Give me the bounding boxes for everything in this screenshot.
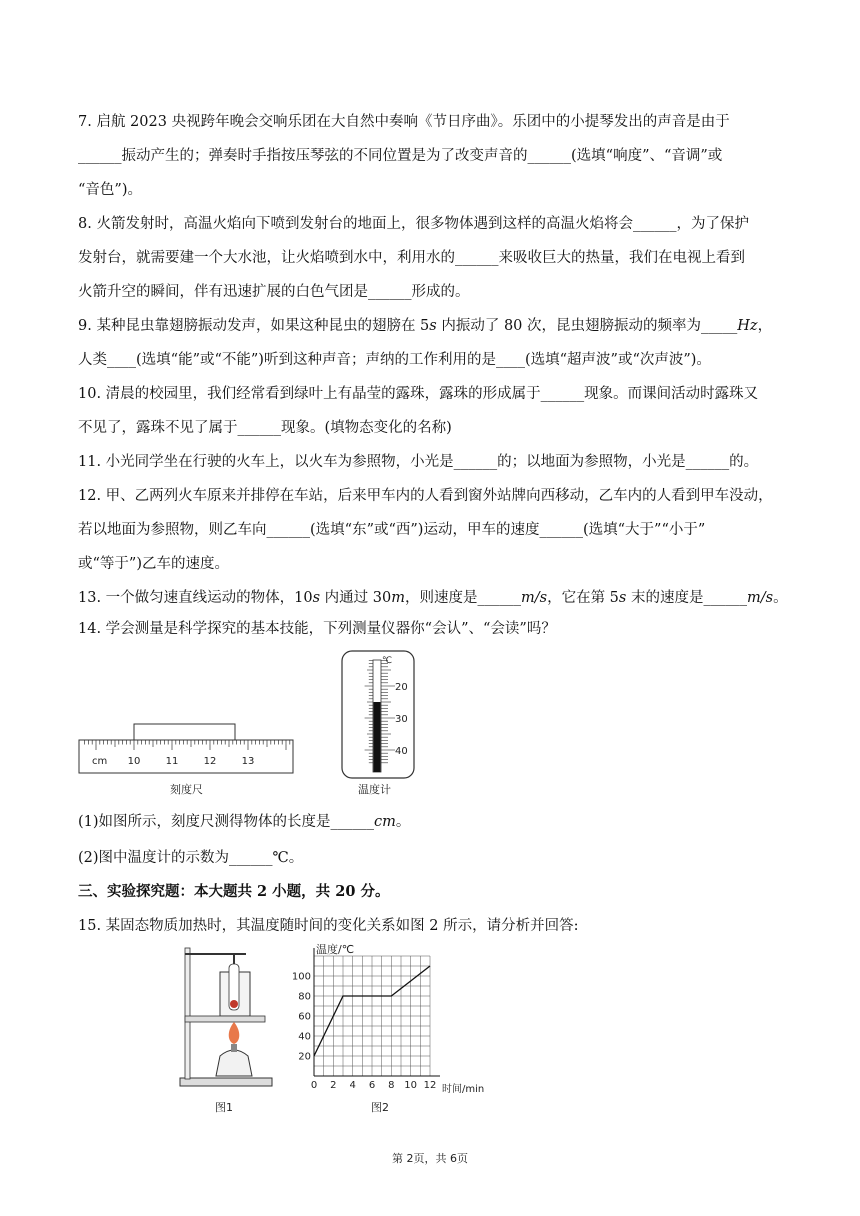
q9-unit-hz: Hz [737, 318, 758, 334]
section-3-heading: 三、实验探究题：本大题共 2 小题，共 20 分。 [78, 883, 390, 900]
q13-unit-ms1: m/s [521, 590, 548, 606]
q9-unit-s: s [429, 318, 437, 334]
chart-y-tick-label: 100 [291, 971, 311, 983]
ruler-caption: 刻度尺 [170, 783, 203, 796]
chart-y-axis-label: 温度/℃ [316, 943, 355, 956]
thermo-label-20: 20 [395, 682, 408, 693]
lamp-wick [231, 1044, 237, 1052]
temperature-time-chart [291, 940, 496, 1100]
thermometer-liquid [374, 702, 381, 772]
q13-line1 [78, 588, 798, 608]
chart-x-axis-label: 时间/min [442, 1084, 485, 1095]
stand-base [180, 1078, 272, 1086]
q13-text-2: 内通过 30 [320, 590, 392, 606]
chart-x-tick-label: 8 [388, 1080, 395, 1091]
ruler-label-10: 10 [127, 756, 141, 767]
chart-grid [314, 956, 430, 1076]
q12-line1: 12. 甲、乙两列火车原来并排停在车站，后来甲车内的人看到窗外站牌向西移动，乙车内的人看到甲车没动， [78, 488, 773, 504]
heated-substance [230, 1000, 238, 1008]
q13-unit-ms2: m/s [746, 590, 774, 606]
q13-text-6: 。 [773, 590, 788, 606]
q9-text-a: 9. 某种昆虫靠翅膀振动发声，如果这种昆虫的翅膀在 5 [78, 318, 430, 334]
ruler-body [79, 740, 293, 773]
alcohol-lamp [216, 1050, 252, 1076]
q14-sub1-unit: cm [374, 814, 396, 830]
chart-y-tick-label: 20 [298, 1051, 311, 1063]
q7-line2: ______振动产生的；弹奏时手指按压琴弦的不同位置是为了改变声音的______(选填“响度”、“音调”或 [78, 148, 723, 164]
ruler-label-13: 13 [241, 756, 255, 767]
q8-line3: 火箭升空的瞬间，伴有迅速扩展的白色气团是______形成的。 [78, 284, 470, 300]
thermometer-caption: 温度计 [358, 783, 391, 796]
chart-y-tick-label: 60 [298, 1011, 311, 1023]
q14-sub1-end: 。 [395, 814, 411, 830]
fig1-caption: 图1 [215, 1101, 233, 1114]
flame [229, 1022, 240, 1044]
q9-line1 [78, 316, 798, 336]
q14-sub2: (2)图中温度计的示数为______℃。 [78, 850, 304, 866]
ruler-unit: cm [92, 756, 108, 767]
q7-line3: “音色”)。 [78, 182, 142, 198]
chart-x-tick-label: 0 [310, 1080, 318, 1091]
ruler-label-12: 12 [203, 756, 217, 767]
q13-text-4: ，它在第 5 [547, 590, 619, 606]
q10-line1: 10. 清晨的校园里，我们经常看到绿叶上有晶莹的露珠，露珠的形成属于______现象。而课间活动时露珠又 [78, 386, 759, 402]
ruler-label-11: 11 [165, 756, 179, 767]
chart-x-tick-label: 10 [404, 1080, 418, 1091]
q12-line3: 或“等于”)乙车的速度。 [78, 556, 229, 572]
chart-x-tick-label: 6 [368, 1080, 376, 1091]
q9-line2: 人类____(选填“能”或“不能”)听到这种声音；声纳的工作利用的是____(选填“超声波”或“次声波”)。 [78, 352, 711, 368]
chart-x-tick-label: 4 [349, 1080, 356, 1091]
thermometer-figure [340, 650, 416, 780]
q9-text-b: 内振动了 80 次，昆虫翅膀振动的频率为_____ [436, 318, 738, 334]
q8-line1: 8. 火箭发射时，高温火焰向下喷到发射台的地面上，很多物体遇到这样的高温火焰将会______，为了保护 [78, 216, 749, 232]
heating-apparatus-figure [176, 944, 276, 1092]
q14-line1: 14. 学会测量是科学探究的基本技能，下列测量仪器你“会认”、“会读”吗？ [78, 621, 556, 637]
chart-y-tick-label: 40 [298, 1031, 311, 1043]
fig2-caption: 图2 [371, 1101, 389, 1114]
q14-sub1 [78, 812, 798, 832]
stand-rod [185, 948, 190, 1079]
q9-text-c: ， [757, 318, 773, 334]
chart-axes [314, 948, 440, 1076]
q10-line2: 不见了，露珠不见了属于______现象。(填物态变化的名称) [78, 420, 452, 436]
thermo-label-30: 30 [395, 714, 408, 725]
chart-x-tick-label: 12 [423, 1080, 437, 1091]
q13-unit-s1: s [312, 590, 321, 606]
q13-unit-s2: s [618, 590, 627, 606]
q8-line2: 发射台，就需要建一个大水池，让火焰喷到水中，利用水的______来吸收巨大的热量，我们在电视上看到 [78, 250, 745, 266]
q13-text-3: ，则速度是______ [405, 590, 521, 606]
q12-line2: 若以地面为参照物，则乙车向______(选填“东”或“西”)运动，甲车的速度______(选填“大于”“小于” [78, 522, 706, 538]
q13-text-1: 13. 一个做匀速直线运动的物体，10 [78, 590, 313, 606]
page-footer: 第 2页，共 6页 [392, 1152, 468, 1165]
q11-line1: 11. 小光同学坐在行驶的火车上，以火车为参照物，小光是______的；以地面为参照物，小光是______的。 [78, 454, 759, 470]
ruler-figure [78, 718, 296, 776]
chart-x-tick-label: 2 [330, 1080, 337, 1091]
q15-line1: 15. 某固态物质加热时，其温度随时间的变化关系如图 2 所示，请分析并回答: [78, 918, 579, 934]
ring-support [185, 1016, 265, 1022]
q13-unit-m: m [391, 590, 405, 606]
thermometer-unit: ℃ [382, 656, 393, 666]
thermo-label-40: 40 [395, 746, 408, 757]
q7-line1: 7. 启航 2023 央视跨年晚会交响乐团在大自然中奏响《节日序曲》。乐团中的小提琴发出的声音是由于 [78, 114, 730, 130]
q14-sub1-text: (1)如图所示，刻度尺测得物体的长度是______ [78, 814, 375, 830]
measured-object [134, 724, 235, 740]
chart-y-tick-label: 80 [298, 991, 311, 1003]
q13-text-5: 末的速度是______ [626, 590, 747, 606]
